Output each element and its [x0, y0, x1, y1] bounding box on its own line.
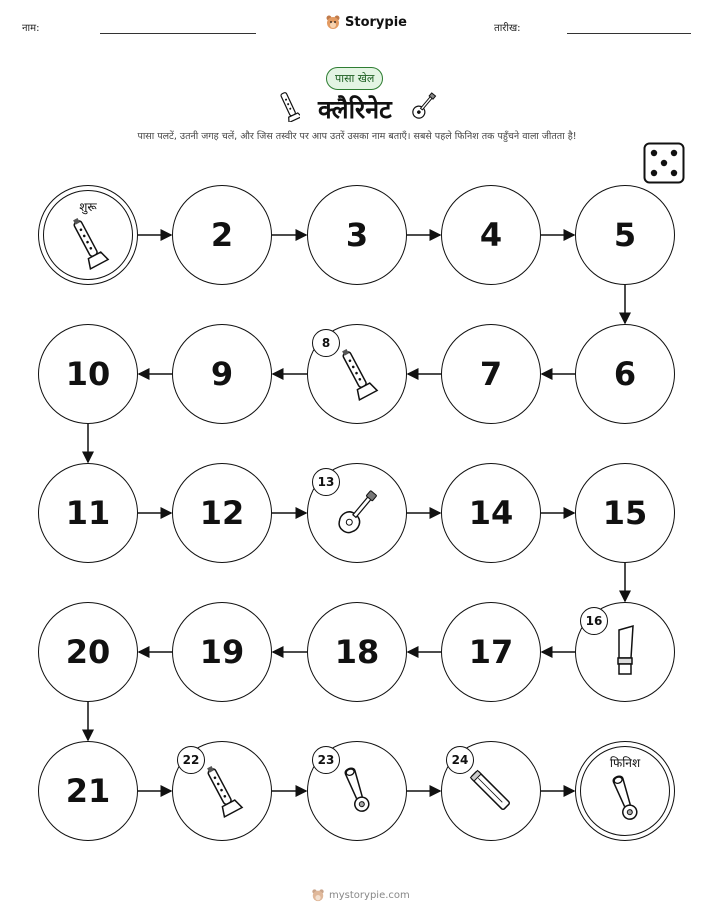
space-number: 7 [479, 355, 503, 393]
page-title: क्लैरिनेट [318, 95, 392, 124]
space-number: 2 [210, 216, 234, 254]
board-space-7[interactable] [441, 324, 541, 424]
space-number: 6 [613, 355, 637, 393]
board-space-21[interactable] [38, 741, 138, 841]
board-space-18[interactable] [307, 602, 407, 702]
footer [311, 888, 410, 902]
clarinet-icon [199, 763, 245, 823]
board-space-24[interactable] [441, 741, 541, 841]
date-label: तारीख: [494, 23, 521, 34]
space-number-badge: 13 [312, 468, 340, 496]
board-space-10[interactable] [38, 324, 138, 424]
footer-url[interactable]: mystorypie.com [329, 889, 410, 901]
board-space-23[interactable] [307, 741, 407, 841]
board-space-6[interactable] [575, 324, 675, 424]
board-space-2[interactable] [172, 185, 272, 285]
space-number: 15 [602, 494, 648, 532]
space-number: 18 [334, 633, 380, 671]
board-space-9[interactable] [172, 324, 272, 424]
board-space-4[interactable] [441, 185, 541, 285]
space-number: 19 [199, 633, 245, 671]
space-number-badge: 8 [312, 329, 340, 357]
space-number-badge: 16 [580, 607, 608, 635]
clarinet-icon [65, 215, 111, 275]
board-space-8[interactable] [307, 324, 407, 424]
name-label: नाम: [22, 23, 40, 34]
finish-space[interactable] [575, 741, 675, 841]
board-space-19[interactable] [172, 602, 272, 702]
space-number: 10 [65, 355, 111, 393]
board-space-14[interactable] [441, 463, 541, 563]
key-icon [337, 763, 377, 823]
space-number-badge: 24 [446, 746, 474, 774]
board-space-17[interactable] [441, 602, 541, 702]
clarinet-icon [334, 346, 380, 406]
board-space-22[interactable] [172, 741, 272, 841]
game-type-badge: पासा खेल [326, 67, 383, 90]
board-space-3[interactable] [307, 185, 407, 285]
start-label: शुरू [79, 200, 97, 214]
guitar-icon [332, 485, 382, 545]
brand-name: Storypie [345, 14, 407, 30]
reed-icon [464, 763, 518, 823]
space-number-badge: 23 [312, 746, 340, 774]
mouthpiece-icon [605, 624, 645, 684]
space-number: 21 [65, 772, 111, 810]
space-number: 17 [468, 633, 514, 671]
space-number: 3 [345, 216, 369, 254]
bear-icon [311, 888, 325, 902]
space-number: 11 [65, 494, 111, 532]
space-number: 20 [65, 633, 111, 671]
finish-label: फिनिश [609, 756, 641, 770]
board-space-15[interactable] [575, 463, 675, 563]
board-space-20[interactable] [38, 602, 138, 702]
key-icon [605, 771, 645, 831]
board-space-13[interactable] [307, 463, 407, 563]
space-number: 9 [210, 355, 234, 393]
board-space-16[interactable] [575, 602, 675, 702]
start-space[interactable] [38, 185, 138, 285]
space-number: 12 [199, 494, 245, 532]
space-number: 4 [479, 216, 503, 254]
space-number-badge: 22 [177, 746, 205, 774]
space-number: 14 [468, 494, 514, 532]
space-number: 5 [613, 216, 637, 254]
board-space-5[interactable] [575, 185, 675, 285]
board-space-12[interactable] [172, 463, 272, 563]
instructions: पासा पलटें, उतनी जगह चलें, और जिस तस्वीर पर आप उतरें उसका नाम बताएँ। सबसे पहले फिनिश तक पहुँचने वाला जीतता है! [137, 131, 577, 142]
board-space-11[interactable] [38, 463, 138, 563]
